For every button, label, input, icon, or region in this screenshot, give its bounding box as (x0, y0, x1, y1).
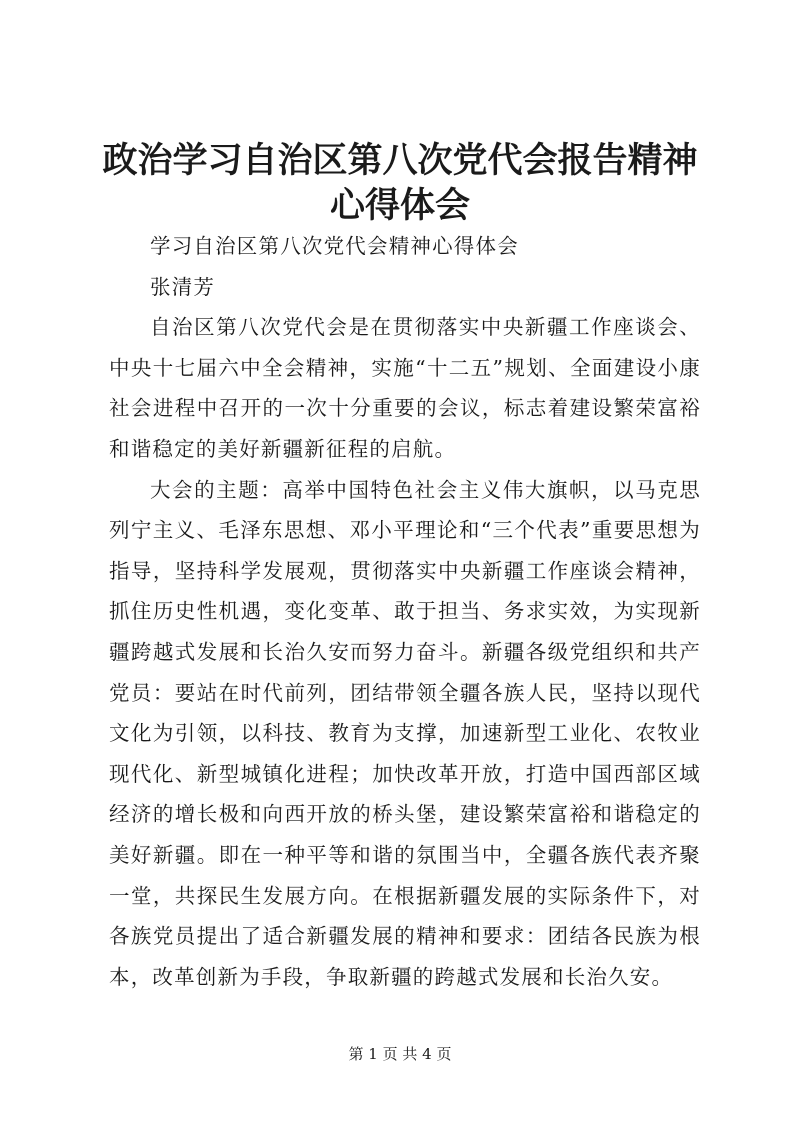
paragraph: 自治区第八次党代会是在贯彻落实中央新疆工作座谈会、中央十七届六中全会精神，实施“十二五”规划、全面建设小康社会进程中召开的一次十分重要的会议，标志着建设繁荣富裕和谐稳定的美好新疆新征程的启航。 (109, 315, 701, 461)
author-name: 张清芳 (150, 274, 216, 299)
page-footer: 第 1 页 共 4 页 (348, 1045, 452, 1063)
document-title: 政治学习自治区第八次党代会报告精神心得体会 (102, 140, 698, 226)
paragraph: 大会的主题：高举中国特色社会主义伟大旗帜，以马克思列宁主义、毛泽东思想、邓小平理论和“三个代表”重要思想为指导，坚持科学发展观，贯彻落实中央新疆工作座谈会精神，抓住历史性机遇，变化变革、敢于担当、务求实效，为实现新疆跨越式发展和长治久安而努力奋斗。新疆各级党组织和共产党员：要站在时代前列，团结带领全疆各族人民，坚持以现代文化为引领，以科技、教育为支撑，加速新型工业化、农牧业现代化、新型城镇化进程；加快改革开放，打造中国西部区域经济的增长极和向西开放的桥头堡，建设繁荣富裕和谐稳定的美好新疆。即在一种平等和谐的氛围当中，全疆各族代表齐聚一堂，共探民生发展方向。在根据新疆发展的实际条件下，对各族党员提出了适合新疆发展的精神和要求：团结各民族为根本，改革创新为手段，争取新疆的跨越式发展和长治久安。 (109, 477, 701, 989)
subtitle: 学习自治区第八次党代会精神心得体会 (150, 234, 519, 258)
document-body (109, 226, 701, 997)
